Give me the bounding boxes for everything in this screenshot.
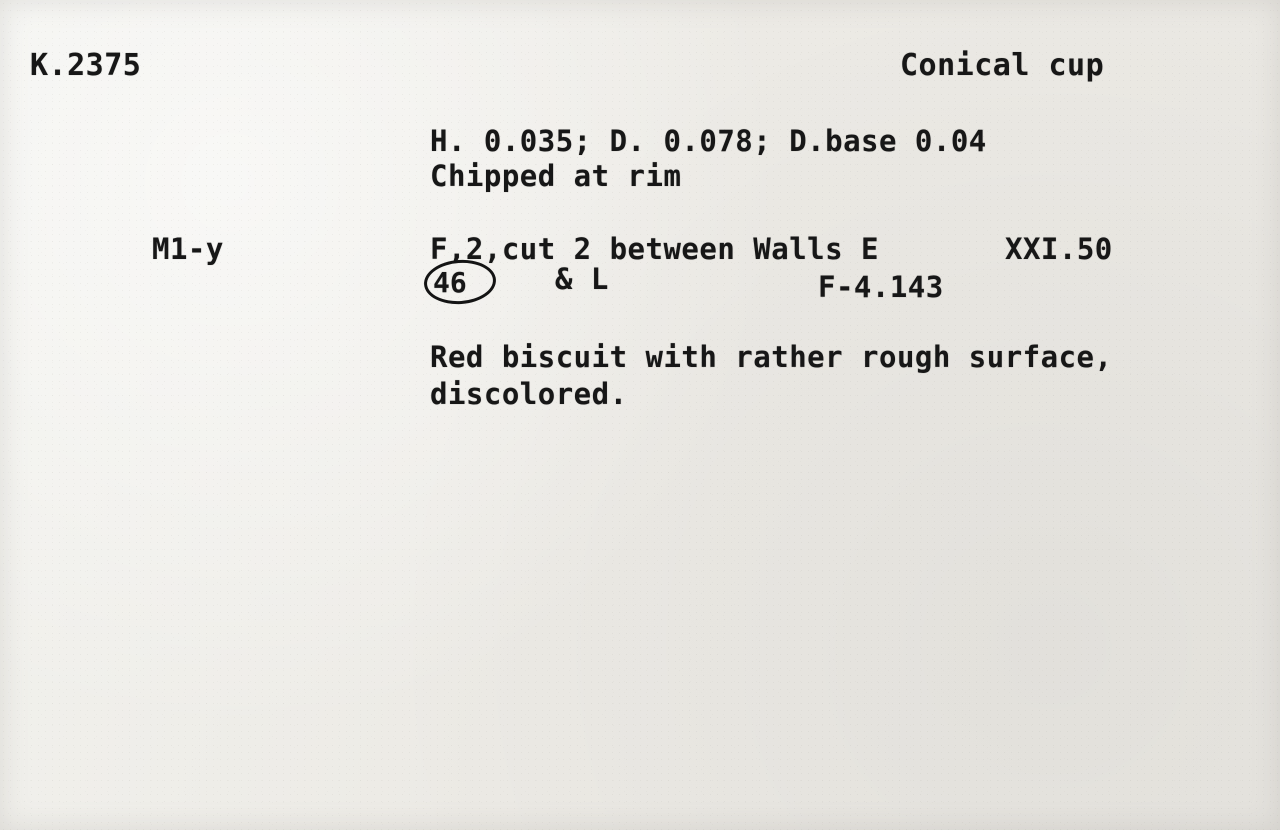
context-code: M1-y: [152, 232, 224, 266]
inventory-reference: XXI.50: [1005, 232, 1113, 266]
catalog-number: K.2375: [30, 48, 142, 83]
circled-number-annotation: 46: [433, 266, 467, 299]
findspot-line-2: & L: [555, 262, 609, 296]
field-number: F-4.143: [818, 270, 944, 304]
findspot-line-1: F,2,cut 2 between Walls E: [430, 232, 879, 266]
dimensions-text: H. 0.035; D. 0.078; D.base 0.04: [430, 124, 987, 158]
description-line-2: discolored.: [430, 377, 628, 411]
object-title: Conical cup: [900, 48, 1105, 83]
description-line-1: Red biscuit with rather rough surface,: [430, 340, 1113, 374]
condition-text: Chipped at rim: [430, 159, 682, 193]
